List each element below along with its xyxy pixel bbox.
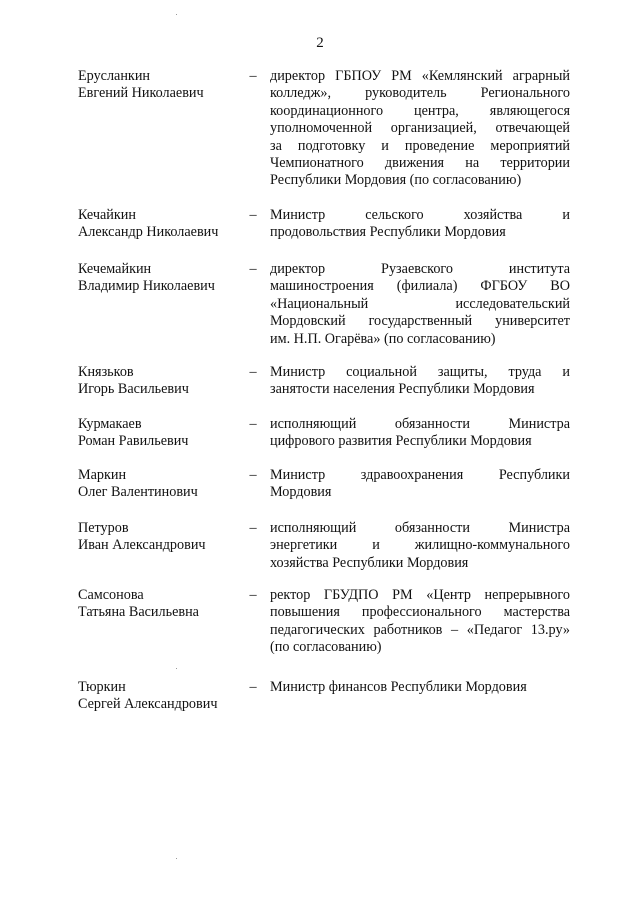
position-line: энергетики и жилищно-коммунального <box>270 537 570 554</box>
member-given-names: Игорь Васильевич <box>78 381 189 398</box>
position-line: Мордовия <box>270 484 332 501</box>
member-position <box>270 416 570 451</box>
member-position <box>270 467 570 502</box>
position-line: хозяйства Республики Мордовия <box>270 554 469 571</box>
scan-speck <box>176 668 177 669</box>
position-line: машиностроения (филиала) ФГБОУ ВО <box>270 278 570 295</box>
position-line: Министр финансов Республики Мордовия <box>270 679 527 695</box>
entry-dash: – <box>249 416 257 432</box>
position-line: исполняющий обязанности Министра <box>270 416 570 432</box>
position-line: ректор ГБУДПО РМ «Центр непрерывного <box>270 587 570 603</box>
member-given-names: Олег Валентинович <box>78 484 198 501</box>
member-given-names: Александр Николаевич <box>78 224 219 241</box>
member-name <box>78 679 243 714</box>
member-position <box>270 261 570 348</box>
member-surname: Самсонова <box>78 587 144 603</box>
position-line: директор ГБПОУ РМ «Кемлянский аграрный <box>270 68 570 84</box>
page-number: 2 <box>316 35 324 51</box>
entry-dash: – <box>249 467 257 483</box>
position-line: повышения профессионального мастерства <box>270 604 570 621</box>
member-surname: Тюркин <box>78 679 126 695</box>
position-line: Мордовский государственный университет <box>270 313 570 330</box>
position-line: продовольствия Республики Мордовия <box>270 224 506 241</box>
entry-dash: – <box>249 68 257 84</box>
member-given-names: Сергей Александрович <box>78 696 218 713</box>
member-given-names: Татьяна Васильевна <box>78 604 199 621</box>
position-line: Министр здравоохранения Республики <box>270 467 570 483</box>
member-position <box>270 207 570 242</box>
position-line: занятости населения Республики Мордовия <box>270 381 535 398</box>
member-position <box>270 520 570 572</box>
member-given-names: Иван Александрович <box>78 537 206 554</box>
entry-dash: – <box>249 679 257 695</box>
position-line: координационного центра, являющегося <box>270 102 570 119</box>
scan-speck <box>176 14 177 15</box>
position-line: Чемпионатного движения на территории <box>270 155 570 172</box>
position-line: колледж», руководитель Регионального <box>270 85 570 102</box>
entry-dash: – <box>249 364 257 380</box>
member-name <box>78 467 243 502</box>
member-given-names: Владимир Николаевич <box>78 278 215 295</box>
position-line: «Национальный исследовательский <box>270 295 570 312</box>
position-line: исполняющий обязанности Министра <box>270 520 570 536</box>
member-given-names: Роман Равильевич <box>78 433 189 450</box>
position-line: Министр сельского хозяйства и <box>270 207 570 223</box>
member-position <box>270 364 570 399</box>
entry-dash: – <box>249 207 257 223</box>
member-name <box>78 207 243 242</box>
member-name <box>78 416 243 451</box>
entry-dash: – <box>249 261 257 277</box>
scan-speck <box>176 858 177 859</box>
member-surname: Кечайкин <box>78 207 136 223</box>
position-line: Министр социальной защиты, труда и <box>270 364 570 380</box>
member-surname: Маркин <box>78 467 127 483</box>
position-line: им. Н.П. Огарёва» (по согласованию) <box>270 330 496 347</box>
member-surname: Петуров <box>78 520 129 536</box>
member-name <box>78 587 243 622</box>
member-position <box>270 587 570 657</box>
member-position <box>270 68 570 190</box>
member-name <box>78 364 243 399</box>
position-line: цифрового развития Республики Мордовия <box>270 433 532 450</box>
member-name <box>78 68 243 103</box>
entry-dash: – <box>249 587 257 603</box>
member-position <box>270 679 570 696</box>
position-line: педагогических работников – «Педагог 13.ру» <box>270 621 570 638</box>
member-name <box>78 520 243 555</box>
position-line: (по согласованию) <box>270 639 382 656</box>
member-surname: Князьков <box>78 364 134 380</box>
member-surname: Кечемайкин <box>78 261 152 277</box>
member-name <box>78 261 243 296</box>
entry-dash: – <box>249 520 257 536</box>
member-surname: Ерусланкин <box>78 68 151 84</box>
member-surname: Курмакаев <box>78 416 142 432</box>
position-line: Республики Мордовия (по согласованию) <box>270 172 522 189</box>
position-line: за подготовку и проведение мероприятий <box>270 137 570 154</box>
position-line: директор Рузаевского института <box>270 261 570 277</box>
position-line: уполномоченной организацией, отвечающей <box>270 120 570 137</box>
member-given-names: Евгений Николаевич <box>78 85 204 102</box>
